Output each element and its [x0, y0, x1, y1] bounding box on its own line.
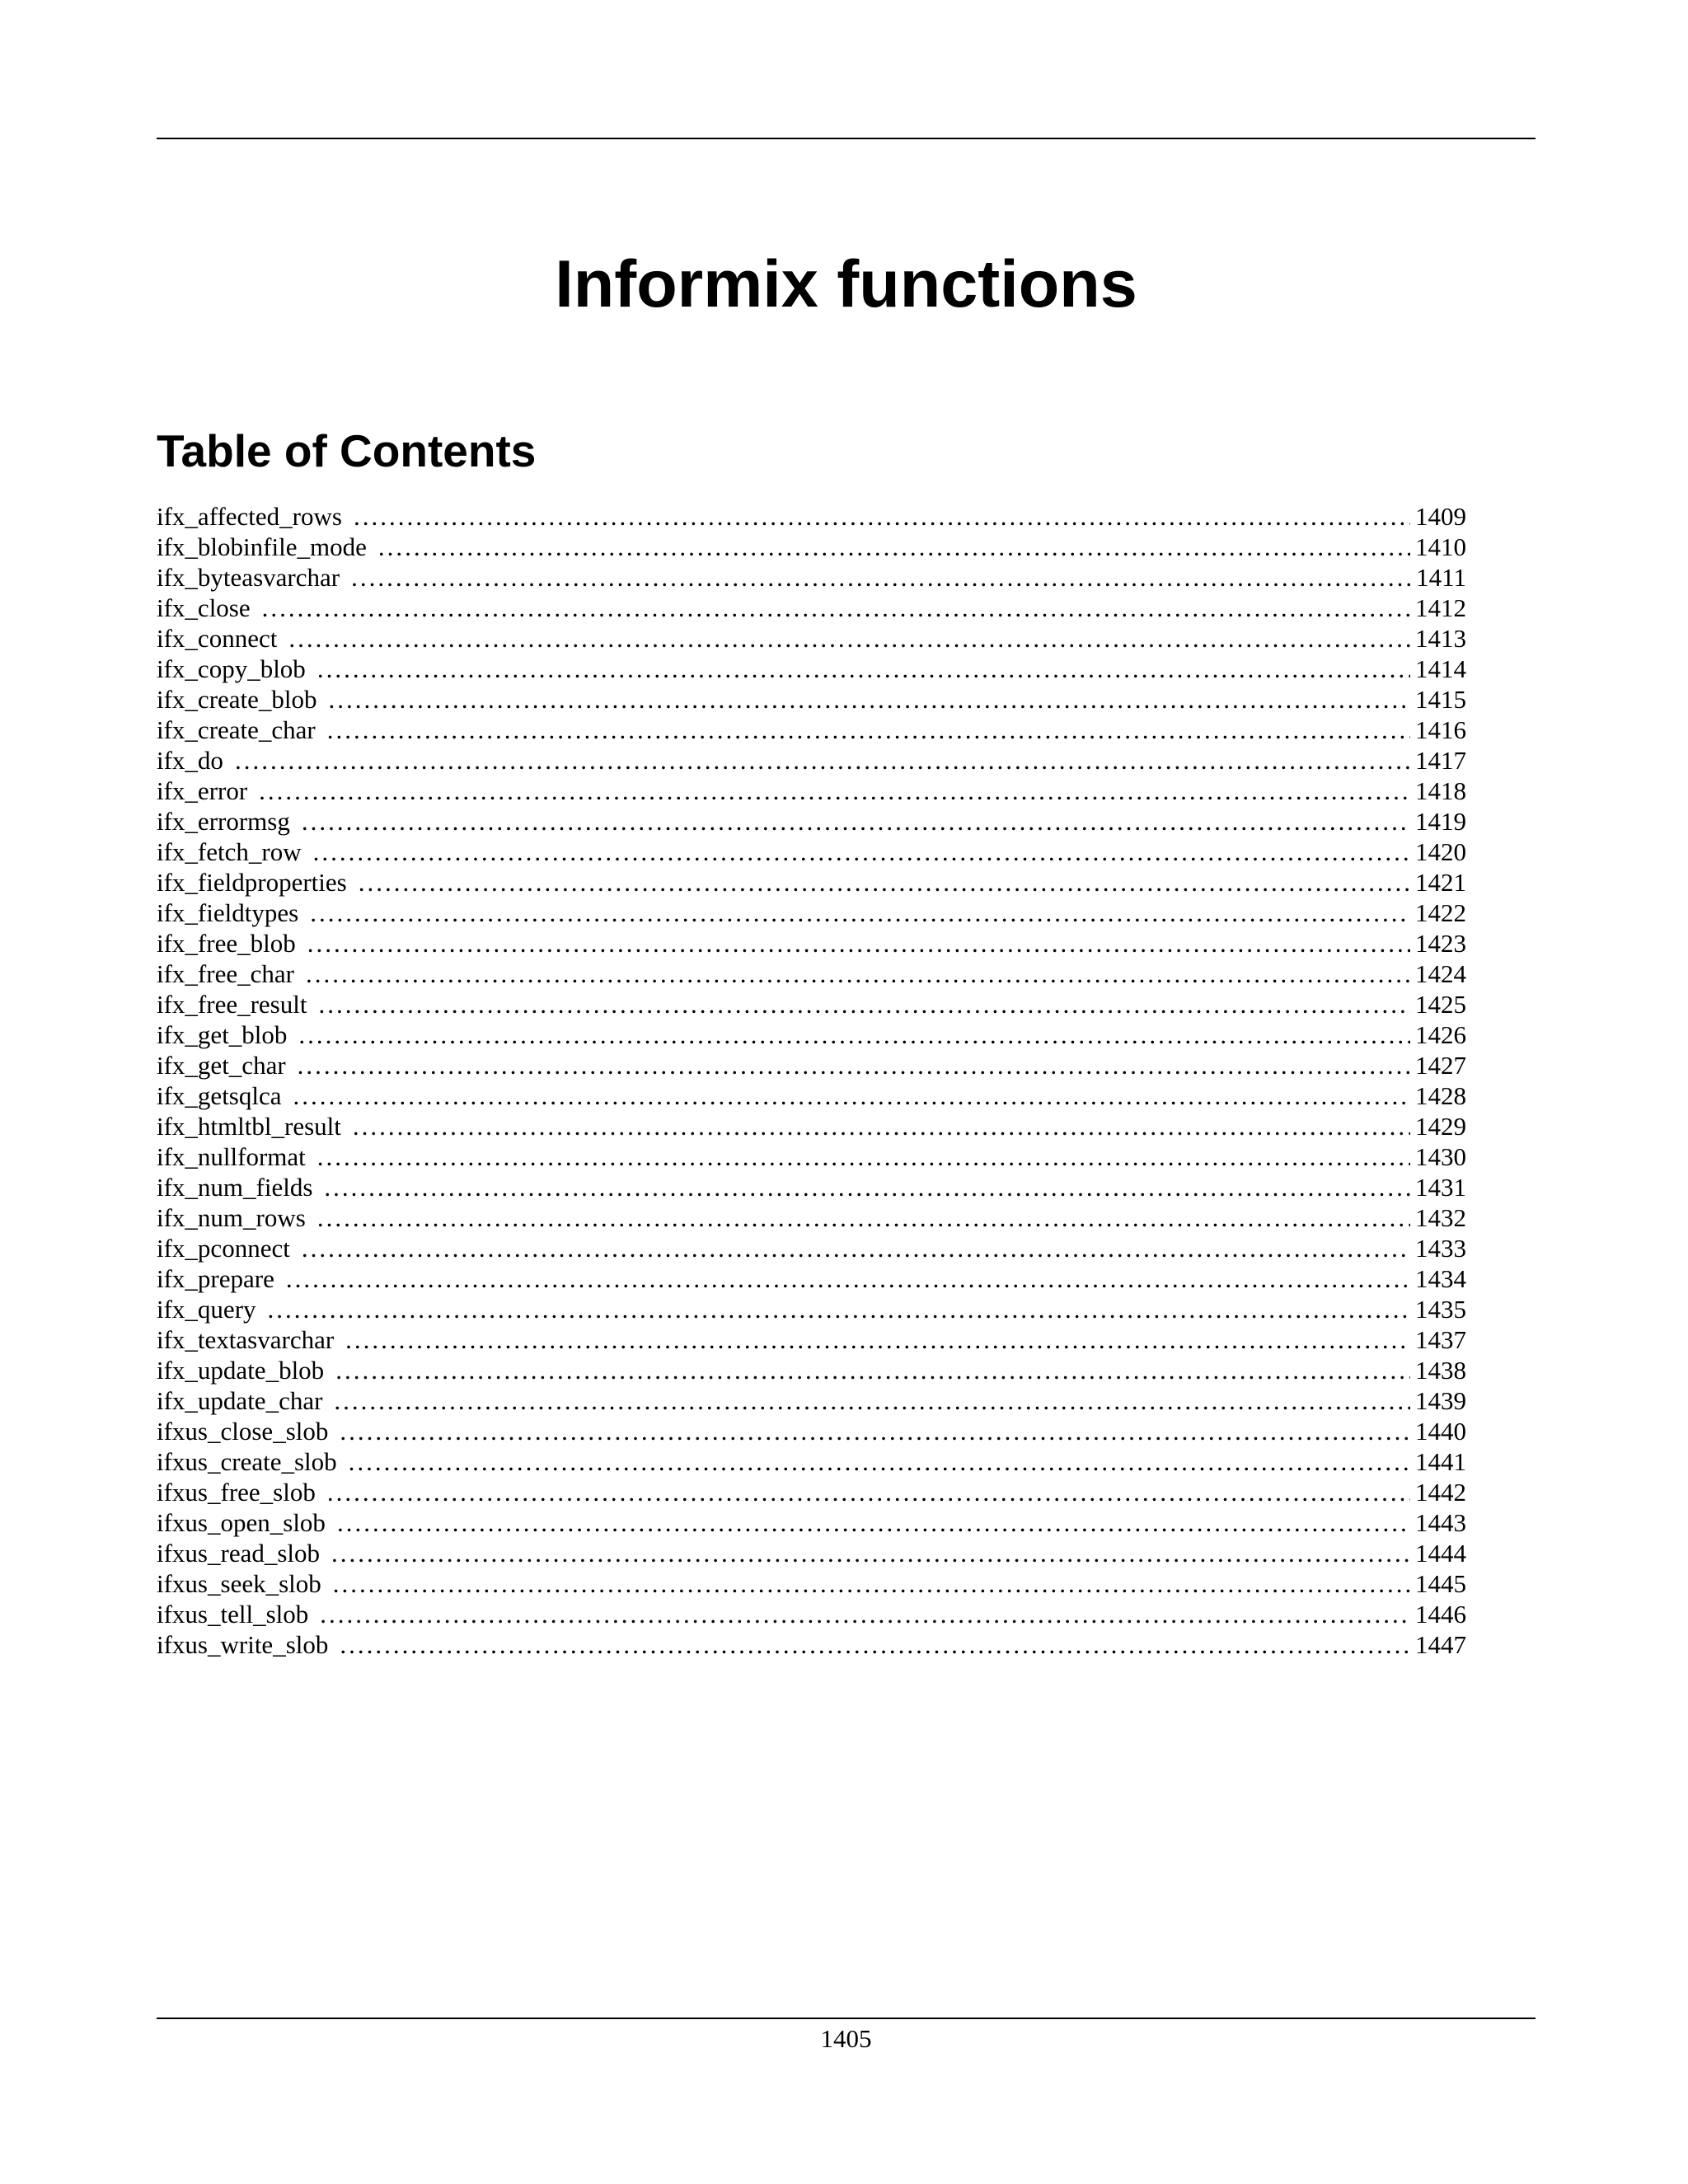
toc-entry-name[interactable]: ifxus_read_slob	[157, 1539, 321, 1568]
toc-entry-name[interactable]: ifx_free_result	[157, 990, 307, 1019]
toc-entry-page: 1447	[1415, 1630, 1466, 1659]
dot-leader	[331, 1538, 1410, 1568]
toc-entry-page: 1413	[1415, 624, 1466, 653]
toc-entry-page: 1410	[1415, 532, 1466, 561]
dot-leader	[317, 1202, 1410, 1233]
toc-entry-page: 1428	[1415, 1081, 1466, 1110]
dot-leader	[313, 837, 1410, 867]
toc-entry-page: 1446	[1415, 1600, 1466, 1629]
toc-entry[interactable]	[157, 684, 1466, 715]
dot-leader	[268, 1294, 1410, 1324]
toc-entry-page: 1435	[1415, 1295, 1466, 1324]
dot-leader	[327, 715, 1410, 745]
header-rule	[157, 138, 1536, 139]
toc-entry-page: 1433	[1415, 1234, 1466, 1263]
dot-leader	[335, 1355, 1410, 1385]
toc-entry[interactable]	[157, 1050, 1466, 1080]
toc-entry[interactable]	[157, 1568, 1466, 1599]
toc-entry-name[interactable]: ifx_pconnect	[157, 1234, 290, 1263]
toc-entry[interactable]	[157, 776, 1466, 806]
dot-leader	[288, 623, 1410, 654]
toc-entry[interactable]	[157, 989, 1466, 1019]
toc-entry-page: 1427	[1415, 1051, 1466, 1080]
toc-entry[interactable]	[157, 1294, 1466, 1324]
dot-leader	[351, 562, 1411, 593]
toc-entry-page: 1442	[1415, 1478, 1466, 1507]
dot-leader	[349, 1446, 1410, 1477]
toc-entry-page: 1445	[1415, 1569, 1466, 1598]
dot-leader	[306, 958, 1410, 989]
dot-leader	[318, 989, 1410, 1019]
dot-leader	[298, 1050, 1410, 1080]
toc-entry[interactable]	[157, 867, 1466, 898]
toc-entry-page: 1416	[1415, 715, 1466, 744]
toc-entry-page: 1417	[1415, 746, 1466, 775]
toc-entry-name[interactable]: ifx_byteasvarchar	[157, 563, 340, 592]
toc-entry[interactable]	[157, 958, 1466, 989]
toc-entry[interactable]	[157, 837, 1466, 867]
toc-entry-page: 1425	[1415, 990, 1466, 1019]
toc-entry-name[interactable]: ifx_fieldtypes	[157, 898, 299, 927]
toc-entry-name[interactable]: ifxus_close_slob	[157, 1417, 329, 1446]
toc-entry-page: 1431	[1415, 1173, 1466, 1202]
toc-entry[interactable]	[157, 1080, 1466, 1111]
toc-entry-name[interactable]: ifx_num_rows	[157, 1203, 306, 1232]
toc-entry[interactable]	[157, 1172, 1466, 1202]
dot-leader	[334, 1385, 1410, 1416]
dot-leader	[307, 928, 1410, 958]
toc-entry-name[interactable]: ifx_close	[157, 593, 251, 622]
toc-entry[interactable]	[157, 1599, 1466, 1629]
toc-entry-name[interactable]: ifxus_write_slob	[157, 1630, 329, 1659]
toc-entry[interactable]	[157, 1202, 1466, 1233]
toc-entry-name[interactable]: ifx_affected_rows	[157, 502, 342, 531]
toc-entry-name[interactable]: ifx_update_blob	[157, 1356, 325, 1385]
toc-entry-name[interactable]: ifxus_open_slob	[157, 1508, 326, 1537]
dot-leader	[345, 1324, 1410, 1355]
toc-entry-name[interactable]: ifx_connect	[157, 624, 278, 653]
dot-leader	[340, 1416, 1410, 1446]
dot-leader	[378, 532, 1410, 562]
toc-entry-name[interactable]: ifx_errormsg	[157, 807, 290, 836]
toc-entry[interactable]	[157, 501, 1466, 532]
dot-leader	[302, 1233, 1410, 1263]
toc-entry[interactable]	[157, 1507, 1466, 1538]
dot-leader	[320, 1599, 1410, 1629]
toc-entry-page: 1424	[1415, 959, 1466, 988]
toc-entry-name[interactable]: ifxus_tell_slob	[157, 1600, 309, 1629]
toc-entry-name[interactable]: ifx_do	[157, 746, 223, 775]
toc-entry[interactable]	[157, 1019, 1466, 1050]
dot-leader	[298, 1019, 1410, 1050]
toc-entry[interactable]	[157, 1477, 1466, 1507]
toc-entry-page: 1423	[1415, 929, 1466, 958]
toc-entry[interactable]	[157, 715, 1466, 745]
toc-entry[interactable]	[157, 928, 1466, 958]
chapter-title: Informix functions	[555, 247, 1137, 321]
toc-entry[interactable]	[157, 1385, 1466, 1416]
toc-entry-name[interactable]: ifx_get_char	[157, 1051, 286, 1080]
toc-entry[interactable]	[157, 623, 1466, 654]
toc-entry-page: 1409	[1415, 502, 1466, 531]
page-number: 1405	[820, 2024, 872, 2053]
toc-entry-name[interactable]: ifx_create_blob	[157, 685, 317, 714]
dot-leader	[259, 776, 1410, 806]
toc-entry-page: 1430	[1415, 1142, 1466, 1171]
dot-leader	[354, 501, 1410, 532]
toc-entry[interactable]	[157, 1446, 1466, 1477]
toc-entry[interactable]	[157, 898, 1466, 928]
toc-heading: Table of Contents	[157, 425, 537, 476]
toc-entry-name[interactable]: ifx_getsqlca	[157, 1081, 282, 1110]
toc-entry-page: 1415	[1415, 685, 1466, 714]
toc-entry-page: 1426	[1415, 1020, 1466, 1049]
toc-entry-page: 1432	[1415, 1203, 1466, 1232]
dot-leader	[353, 1111, 1410, 1141]
dot-leader	[235, 745, 1410, 776]
toc-entry-page: 1419	[1415, 807, 1466, 836]
footer-rule	[157, 2018, 1536, 2019]
toc-entry-name[interactable]: ifx_create_char	[157, 715, 316, 744]
toc-entry-name[interactable]: ifx_fieldproperties	[157, 868, 347, 897]
toc-entry-name[interactable]: ifx_copy_blob	[157, 654, 306, 683]
toc-entry[interactable]	[157, 1416, 1466, 1446]
toc-entry-page: 1421	[1415, 868, 1466, 897]
toc-entry-page: 1438	[1415, 1356, 1466, 1385]
toc-entry[interactable]	[157, 806, 1466, 837]
table-of-contents	[157, 501, 1466, 1660]
dot-leader	[359, 867, 1410, 898]
toc-entry[interactable]	[157, 745, 1466, 776]
toc-entry-page: 1443	[1415, 1508, 1466, 1537]
dot-leader	[337, 1507, 1410, 1538]
toc-entry-page: 1429	[1415, 1112, 1466, 1141]
toc-entry-page: 1412	[1415, 593, 1466, 622]
toc-entry-page: 1414	[1415, 654, 1466, 683]
toc-entry-page: 1434	[1415, 1264, 1466, 1293]
toc-entry-name[interactable]: ifx_blobinfile_mode	[157, 532, 367, 561]
toc-entry[interactable]	[157, 1263, 1466, 1294]
dot-leader	[317, 654, 1410, 684]
toc-entry-name[interactable]: ifx_fetch_row	[157, 837, 302, 866]
dot-leader	[317, 1141, 1410, 1172]
toc-entry[interactable]	[157, 562, 1466, 593]
dot-leader	[324, 1172, 1410, 1202]
toc-entry-name[interactable]: ifx_htmltbl_result	[157, 1112, 341, 1141]
toc-entry[interactable]	[157, 654, 1466, 684]
toc-entry-name[interactable]: ifx_free_char	[157, 959, 294, 988]
toc-entry-page: 1439	[1415, 1386, 1466, 1415]
toc-entry-name[interactable]: ifx_query	[157, 1295, 256, 1324]
toc-entry-name[interactable]: ifxus_create_slob	[157, 1447, 337, 1476]
dot-leader	[340, 1629, 1410, 1660]
toc-entry-name[interactable]: ifx_free_blob	[157, 929, 296, 958]
toc-entry[interactable]	[157, 1629, 1466, 1660]
toc-entry-name[interactable]: ifx_error	[157, 776, 248, 805]
toc-entry-name[interactable]: ifxus_seek_slob	[157, 1569, 321, 1598]
toc-entry[interactable]	[157, 1355, 1466, 1385]
toc-entry[interactable]	[157, 1538, 1466, 1568]
toc-entry-name[interactable]: ifx_prepare	[157, 1264, 274, 1293]
toc-entry-name[interactable]: ifx_update_char	[157, 1386, 323, 1415]
dot-leader	[293, 1080, 1410, 1111]
toc-entry[interactable]	[157, 1111, 1466, 1141]
toc-entry-page: 1422	[1415, 898, 1466, 927]
toc-entry-name[interactable]: ifxus_free_slob	[157, 1478, 316, 1507]
toc-entry[interactable]	[157, 1324, 1466, 1355]
dot-leader	[329, 684, 1410, 715]
dot-leader	[262, 593, 1410, 623]
dot-leader	[327, 1477, 1410, 1507]
dot-leader	[310, 898, 1410, 928]
toc-entry[interactable]	[157, 1141, 1466, 1172]
toc-entry[interactable]	[157, 532, 1466, 562]
toc-entry-page: 1441	[1415, 1447, 1466, 1476]
toc-entry-page: 1440	[1415, 1417, 1466, 1446]
toc-entry-name[interactable]: ifx_num_fields	[157, 1173, 313, 1202]
toc-entry-page: 1420	[1415, 837, 1466, 866]
dot-leader	[286, 1263, 1410, 1294]
toc-entry-page: 1444	[1415, 1539, 1466, 1568]
toc-entry[interactable]	[157, 1233, 1466, 1263]
toc-entry[interactable]	[157, 593, 1466, 623]
toc-entry-page: 1418	[1415, 776, 1466, 805]
toc-entry-name[interactable]: ifx_get_blob	[157, 1020, 288, 1049]
dot-leader	[302, 806, 1410, 837]
toc-entry-name[interactable]: ifx_textasvarchar	[157, 1325, 335, 1354]
toc-entry-name[interactable]: ifx_nullformat	[157, 1142, 306, 1171]
toc-entry-page: 1437	[1415, 1325, 1466, 1354]
toc-entry-page: 1411	[1416, 563, 1466, 592]
dot-leader	[333, 1568, 1410, 1599]
